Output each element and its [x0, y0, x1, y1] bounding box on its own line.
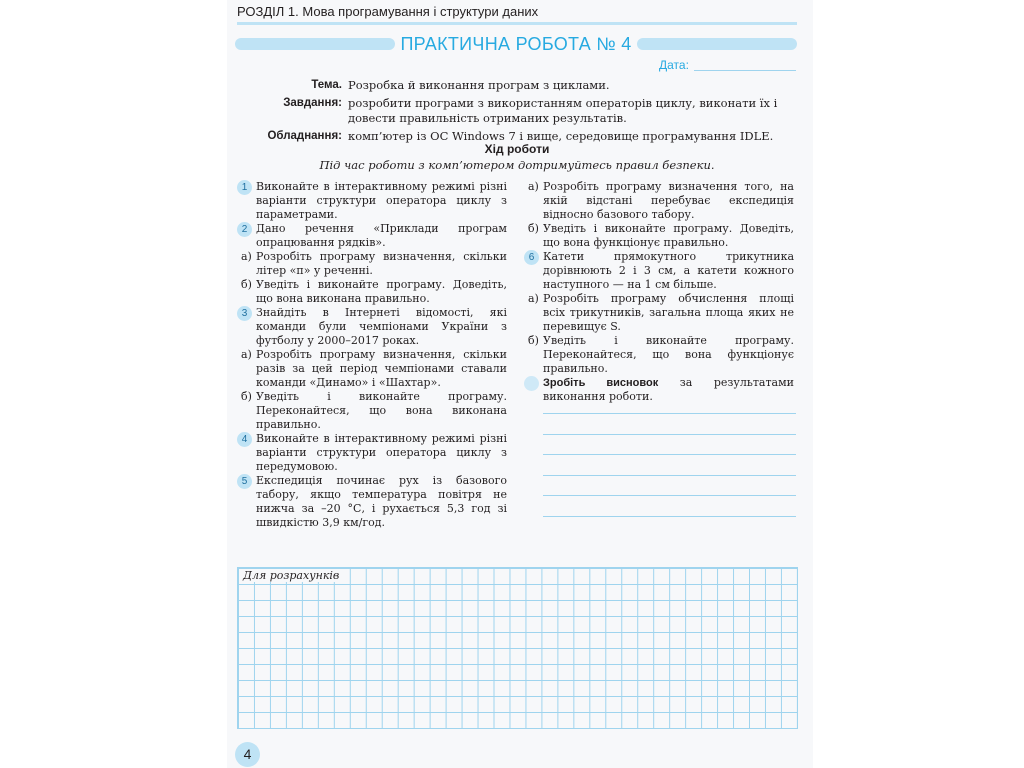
subtask-text: Розробіть програму визначення, скільки літер «п» у реченні.	[256, 250, 507, 277]
conclusion-item	[524, 376, 794, 404]
meta-block	[237, 78, 797, 147]
date-field-line[interactable]	[694, 70, 796, 71]
subtask-label: а)	[241, 348, 252, 361]
subtask-item	[237, 348, 507, 390]
task-item	[237, 474, 507, 530]
meta-value: Розробка й виконання програм з циклами.	[348, 78, 610, 92]
task-text: Катети прямокутного трикутника дорівнюють 2 і 3 см, а катети кожного наступного — на 1 см більше.	[543, 250, 794, 291]
task-number-badge: 4	[237, 432, 252, 447]
grid-label: Для розрахунків	[243, 569, 340, 582]
task-text: Знайдіть в Інтернеті відомості, які команди були чемпіонами України з футболу у 2000–2017 роках.	[256, 306, 507, 347]
subtask-label: а)	[528, 180, 539, 193]
meta-key: Завдання:	[283, 97, 342, 109]
progress-title: Хід роботи	[484, 142, 550, 156]
meta-value: розробити програми з використанням операторів циклу, виконати їх і довести правильність отриманих результатів.	[348, 96, 778, 125]
left-column	[237, 180, 507, 530]
task-number-badge: 1	[237, 180, 252, 195]
answer-line[interactable]	[543, 454, 796, 455]
subtask-text: Уведіть і виконайте програму. Доведіть, що вона виконана правильно.	[256, 278, 507, 305]
subtask-label: б)	[528, 222, 539, 235]
subtask-text: Розробіть програму обчислення площі всіх трикутників, загальна площа яких не перевищує S.	[543, 292, 794, 333]
title-decor-right	[637, 38, 797, 50]
subtask-item	[237, 278, 507, 306]
subtask-label: б)	[528, 334, 539, 347]
subtask-text: Розробіть програму визначення того, на якій відстані перебуває експедиція відносно базового табору.	[543, 180, 794, 221]
conclusion-badge	[524, 376, 539, 391]
task-item	[237, 306, 507, 348]
meta-key: Обладнання:	[267, 130, 342, 142]
answer-line[interactable]	[543, 495, 796, 496]
safety-note: Під час роботи з комп’ютером дотримуйтесь правил безпеки.	[319, 158, 715, 172]
answer-line[interactable]	[543, 413, 796, 414]
task-item	[237, 222, 507, 250]
subtask-item	[524, 222, 794, 250]
subtask-text: Уведіть і виконайте програму. Переконайтеся, що вона функціонує правильно.	[543, 334, 794, 375]
task-item	[237, 432, 507, 474]
task-number-badge: 2	[237, 222, 252, 237]
subtask-item	[237, 390, 507, 432]
conclusion-text: за результатами виконання роботи.	[543, 376, 794, 403]
title-decor-left	[235, 38, 395, 50]
task-number-badge: 6	[524, 250, 539, 265]
subtask-item	[524, 334, 794, 376]
answer-line[interactable]	[543, 516, 796, 517]
subtask-label: б)	[241, 278, 252, 291]
answer-line[interactable]	[543, 475, 796, 476]
task-item	[524, 250, 794, 292]
section-header: РОЗДІЛ 1. Мова програмування і структури даних	[237, 4, 539, 19]
subtask-label: а)	[528, 292, 539, 305]
answer-lines[interactable]	[543, 413, 796, 537]
meta-value: комп’ютер із ОС Windows 7 і вище, середовище програмування IDLE.	[348, 129, 774, 143]
subtask-text: Уведіть і виконайте програму. Доведіть, що вона функціонує правильно.	[543, 222, 794, 249]
meta-topic	[237, 78, 797, 93]
subtask-item	[237, 250, 507, 278]
right-column	[524, 180, 794, 404]
subtask-item	[524, 180, 794, 222]
meta-task	[237, 96, 797, 126]
task-text: Дано речення «Приклади програм опрацювання рядків».	[256, 222, 507, 249]
task-number-badge: 3	[237, 306, 252, 321]
answer-line[interactable]	[543, 434, 796, 435]
subtask-label: б)	[241, 390, 252, 403]
meta-key: Тема.	[311, 79, 342, 91]
workbook-page	[227, 0, 813, 768]
subtask-text: Розробіть програму визначення, скільки разів за цей період чемпіонами ставали команди «Динамо» і «Шахтар».	[256, 348, 507, 389]
calculation-grid[interactable]	[237, 567, 798, 729]
task-text: Виконайте в інтерактивному режимі різні варіанти структури оператора циклу з передумовою.	[256, 432, 507, 473]
subtask-item	[524, 292, 794, 334]
task-number-badge: 5	[237, 474, 252, 489]
conclusion-bold: Зробіть висновок	[543, 377, 659, 389]
task-text: Виконайте в інтерактивному режимі різні варіанти структури оператора циклу з параметрами.	[256, 180, 507, 221]
subtask-label: а)	[241, 250, 252, 263]
task-item	[237, 180, 507, 222]
task-text: Експедиція починає рух із базового табору, якщо температура повітря не нижча за –20 °С, і рухається 5,3 год зі швидкістю 3,9 км/год.	[256, 474, 507, 529]
header-divider	[237, 22, 797, 25]
page-title: ПРАКТИЧНА РОБОТА № 4	[400, 34, 632, 54]
page-number: 4	[235, 742, 260, 767]
date-label: Дата:	[659, 58, 689, 72]
subtask-text: Уведіть і виконайте програму. Переконайтеся, що вона виконана правильно.	[256, 390, 507, 431]
